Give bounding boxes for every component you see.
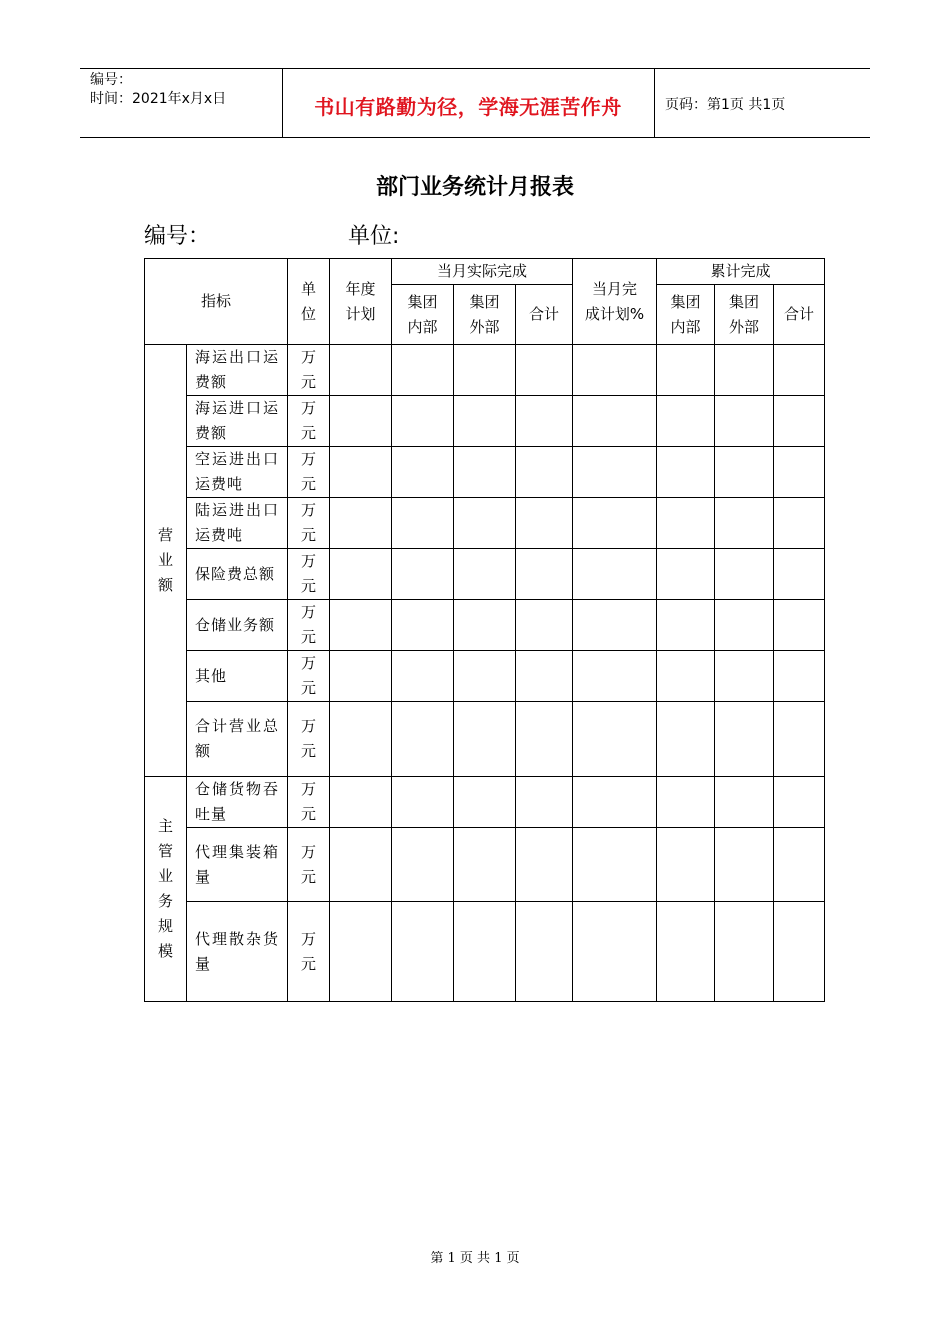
value-cell[interactable]: [573, 777, 657, 828]
page-title: 部门业务统计月报表: [375, 174, 574, 200]
header-motto: 书山有路勤为径，学海无涯苦作舟: [314, 95, 622, 119]
header-number-label: 编号：: [90, 72, 132, 88]
value-cell[interactable]: [715, 777, 774, 828]
indicator-unit: 万 元: [288, 777, 330, 828]
col-header-monthly-actual: 当月实际完成: [392, 259, 573, 285]
value-cell[interactable]: [454, 549, 516, 600]
value-cell[interactable]: [573, 549, 657, 600]
value-cell[interactable]: [392, 447, 454, 498]
value-cell[interactable]: [392, 345, 454, 396]
value-cell[interactable]: [454, 396, 516, 447]
value-cell[interactable]: [657, 498, 715, 549]
value-cell[interactable]: [774, 702, 825, 777]
value-cell[interactable]: [573, 902, 657, 1002]
col-header-cum-total: 合计: [774, 285, 825, 345]
col-header-monthly-pct: 当月完 成计划%: [573, 259, 657, 345]
indicator-name: 海运进口运费额: [187, 396, 288, 447]
unit-label: 单位:: [348, 224, 400, 249]
value-cell[interactable]: [330, 702, 392, 777]
value-cell[interactable]: [657, 702, 715, 777]
value-cell[interactable]: [330, 345, 392, 396]
value-cell[interactable]: [715, 549, 774, 600]
value-cell[interactable]: [516, 345, 573, 396]
value-cell[interactable]: [715, 447, 774, 498]
value-cell[interactable]: [573, 396, 657, 447]
indicator-name: 陆运进出口运费吨: [187, 498, 288, 549]
indicator-name: 代理集装箱量: [187, 828, 288, 902]
col-header-cum-internal: 集团 内部: [657, 285, 715, 345]
value-cell[interactable]: [715, 828, 774, 902]
value-cell[interactable]: [774, 777, 825, 828]
value-cell[interactable]: [330, 828, 392, 902]
value-cell[interactable]: [573, 702, 657, 777]
value-cell[interactable]: [774, 902, 825, 1002]
value-cell[interactable]: [715, 702, 774, 777]
value-cell[interactable]: [715, 902, 774, 1002]
value-cell[interactable]: [774, 396, 825, 447]
table-row: [145, 777, 825, 828]
value-cell[interactable]: [573, 498, 657, 549]
value-cell[interactable]: [392, 396, 454, 447]
value-cell[interactable]: [392, 902, 454, 1002]
value-cell[interactable]: [516, 702, 573, 777]
value-cell[interactable]: [516, 651, 573, 702]
table-row: [145, 447, 825, 498]
value-cell[interactable]: [392, 651, 454, 702]
table-row: [145, 651, 825, 702]
value-cell[interactable]: [516, 777, 573, 828]
value-cell[interactable]: [516, 396, 573, 447]
value-cell[interactable]: [715, 498, 774, 549]
value-cell[interactable]: [454, 447, 516, 498]
value-cell[interactable]: [454, 777, 516, 828]
value-cell[interactable]: [516, 600, 573, 651]
value-cell[interactable]: [715, 600, 774, 651]
indicator-name: 空运进出口运费吨: [187, 447, 288, 498]
value-cell[interactable]: [657, 600, 715, 651]
value-cell[interactable]: [454, 702, 516, 777]
value-cell[interactable]: [392, 600, 454, 651]
value-cell[interactable]: [392, 828, 454, 902]
value-cell[interactable]: [573, 345, 657, 396]
col-header-unit: 单 位: [288, 259, 330, 345]
value-cell[interactable]: [454, 345, 516, 396]
indicator-unit: 万 元: [288, 902, 330, 1002]
header-meta-cell: [80, 69, 283, 137]
value-cell[interactable]: [573, 600, 657, 651]
value-cell[interactable]: [657, 549, 715, 600]
indicator-name: 仓储业务额: [187, 600, 288, 651]
value-cell[interactable]: [774, 498, 825, 549]
value-cell[interactable]: [657, 396, 715, 447]
indicator-name: 海运出口运费额: [187, 345, 288, 396]
col-header-cumulative: 累计完成: [657, 259, 825, 285]
value-cell[interactable]: [657, 902, 715, 1002]
value-cell[interactable]: [774, 600, 825, 651]
value-cell[interactable]: [516, 828, 573, 902]
value-cell[interactable]: [330, 600, 392, 651]
table-row: [145, 498, 825, 549]
value-cell[interactable]: [330, 447, 392, 498]
value-cell[interactable]: [330, 396, 392, 447]
header-motto-cell: [282, 69, 655, 137]
indicator-unit: 万 元: [288, 828, 330, 902]
indicator-name: 其他: [187, 651, 288, 702]
indicator-unit: 万 元: [288, 549, 330, 600]
value-cell[interactable]: [715, 345, 774, 396]
value-cell[interactable]: [454, 828, 516, 902]
table-row: [145, 396, 825, 447]
indicator-unit: 万 元: [288, 651, 330, 702]
value-cell[interactable]: [657, 447, 715, 498]
indicator-unit: 万 元: [288, 702, 330, 777]
report-table-body: [145, 259, 825, 1002]
value-cell[interactable]: [392, 702, 454, 777]
indicator-unit: 万 元: [288, 498, 330, 549]
value-cell[interactable]: [454, 651, 516, 702]
header-time-label: 时间：2021年x月x日: [90, 91, 227, 107]
value-cell[interactable]: [715, 651, 774, 702]
header-row-1: [145, 259, 825, 285]
value-cell[interactable]: [573, 828, 657, 902]
value-cell[interactable]: [392, 549, 454, 600]
indicator-unit: 万 元: [288, 345, 330, 396]
report-table: [144, 258, 825, 1002]
indicator-unit: 万 元: [288, 396, 330, 447]
col-header-annual-plan: 年度 计划: [330, 259, 392, 345]
value-cell[interactable]: [774, 447, 825, 498]
indicator-name: 合计营业总额: [187, 702, 288, 777]
col-header-indicator: 指标: [145, 259, 288, 345]
header-page-info: 页码：第1页 共1页: [665, 97, 786, 113]
table-row: [145, 828, 825, 902]
number-label: 编号：: [144, 224, 211, 249]
table-row: [145, 902, 825, 1002]
indicator-name: 保险费总额: [187, 549, 288, 600]
value-cell[interactable]: [330, 902, 392, 1002]
indicator-name: 代理散杂货量: [187, 902, 288, 1002]
value-cell[interactable]: [657, 828, 715, 902]
group-label: 主 管 业 务 规 模: [145, 777, 187, 1002]
value-cell[interactable]: [392, 498, 454, 549]
value-cell[interactable]: [392, 777, 454, 828]
value-cell[interactable]: [330, 498, 392, 549]
value-cell[interactable]: [774, 651, 825, 702]
indicator-unit: 万 元: [288, 447, 330, 498]
value-cell[interactable]: [516, 549, 573, 600]
value-cell[interactable]: [657, 651, 715, 702]
value-cell[interactable]: [573, 447, 657, 498]
value-cell[interactable]: [774, 549, 825, 600]
page-footer: 第 1 页 共 1 页: [430, 1251, 520, 1266]
document-header: [80, 68, 870, 138]
value-cell[interactable]: [330, 777, 392, 828]
col-header-total: 合计: [516, 285, 573, 345]
indicator-unit: 万 元: [288, 600, 330, 651]
value-cell[interactable]: [774, 828, 825, 902]
value-cell[interactable]: [516, 447, 573, 498]
indicator-name: 仓储货物吞吐量: [187, 777, 288, 828]
col-header-cum-external: 集团 外部: [715, 285, 774, 345]
value-cell[interactable]: [657, 345, 715, 396]
table-row: [145, 549, 825, 600]
value-cell[interactable]: [454, 600, 516, 651]
group-label: 营 业 额: [145, 345, 187, 777]
value-cell[interactable]: [454, 498, 516, 549]
col-header-group-internal: 集团 内部: [392, 285, 454, 345]
header-page-cell: [655, 69, 870, 137]
col-header-group-external: 集团 外部: [454, 285, 516, 345]
table-row: [145, 600, 825, 651]
value-cell[interactable]: [330, 651, 392, 702]
value-cell[interactable]: [715, 396, 774, 447]
value-cell[interactable]: [774, 345, 825, 396]
value-cell[interactable]: [330, 549, 392, 600]
table-row: [145, 345, 825, 396]
value-cell[interactable]: [516, 902, 573, 1002]
value-cell[interactable]: [573, 651, 657, 702]
value-cell[interactable]: [454, 902, 516, 1002]
value-cell[interactable]: [657, 777, 715, 828]
table-row: [145, 702, 825, 777]
value-cell[interactable]: [516, 498, 573, 549]
